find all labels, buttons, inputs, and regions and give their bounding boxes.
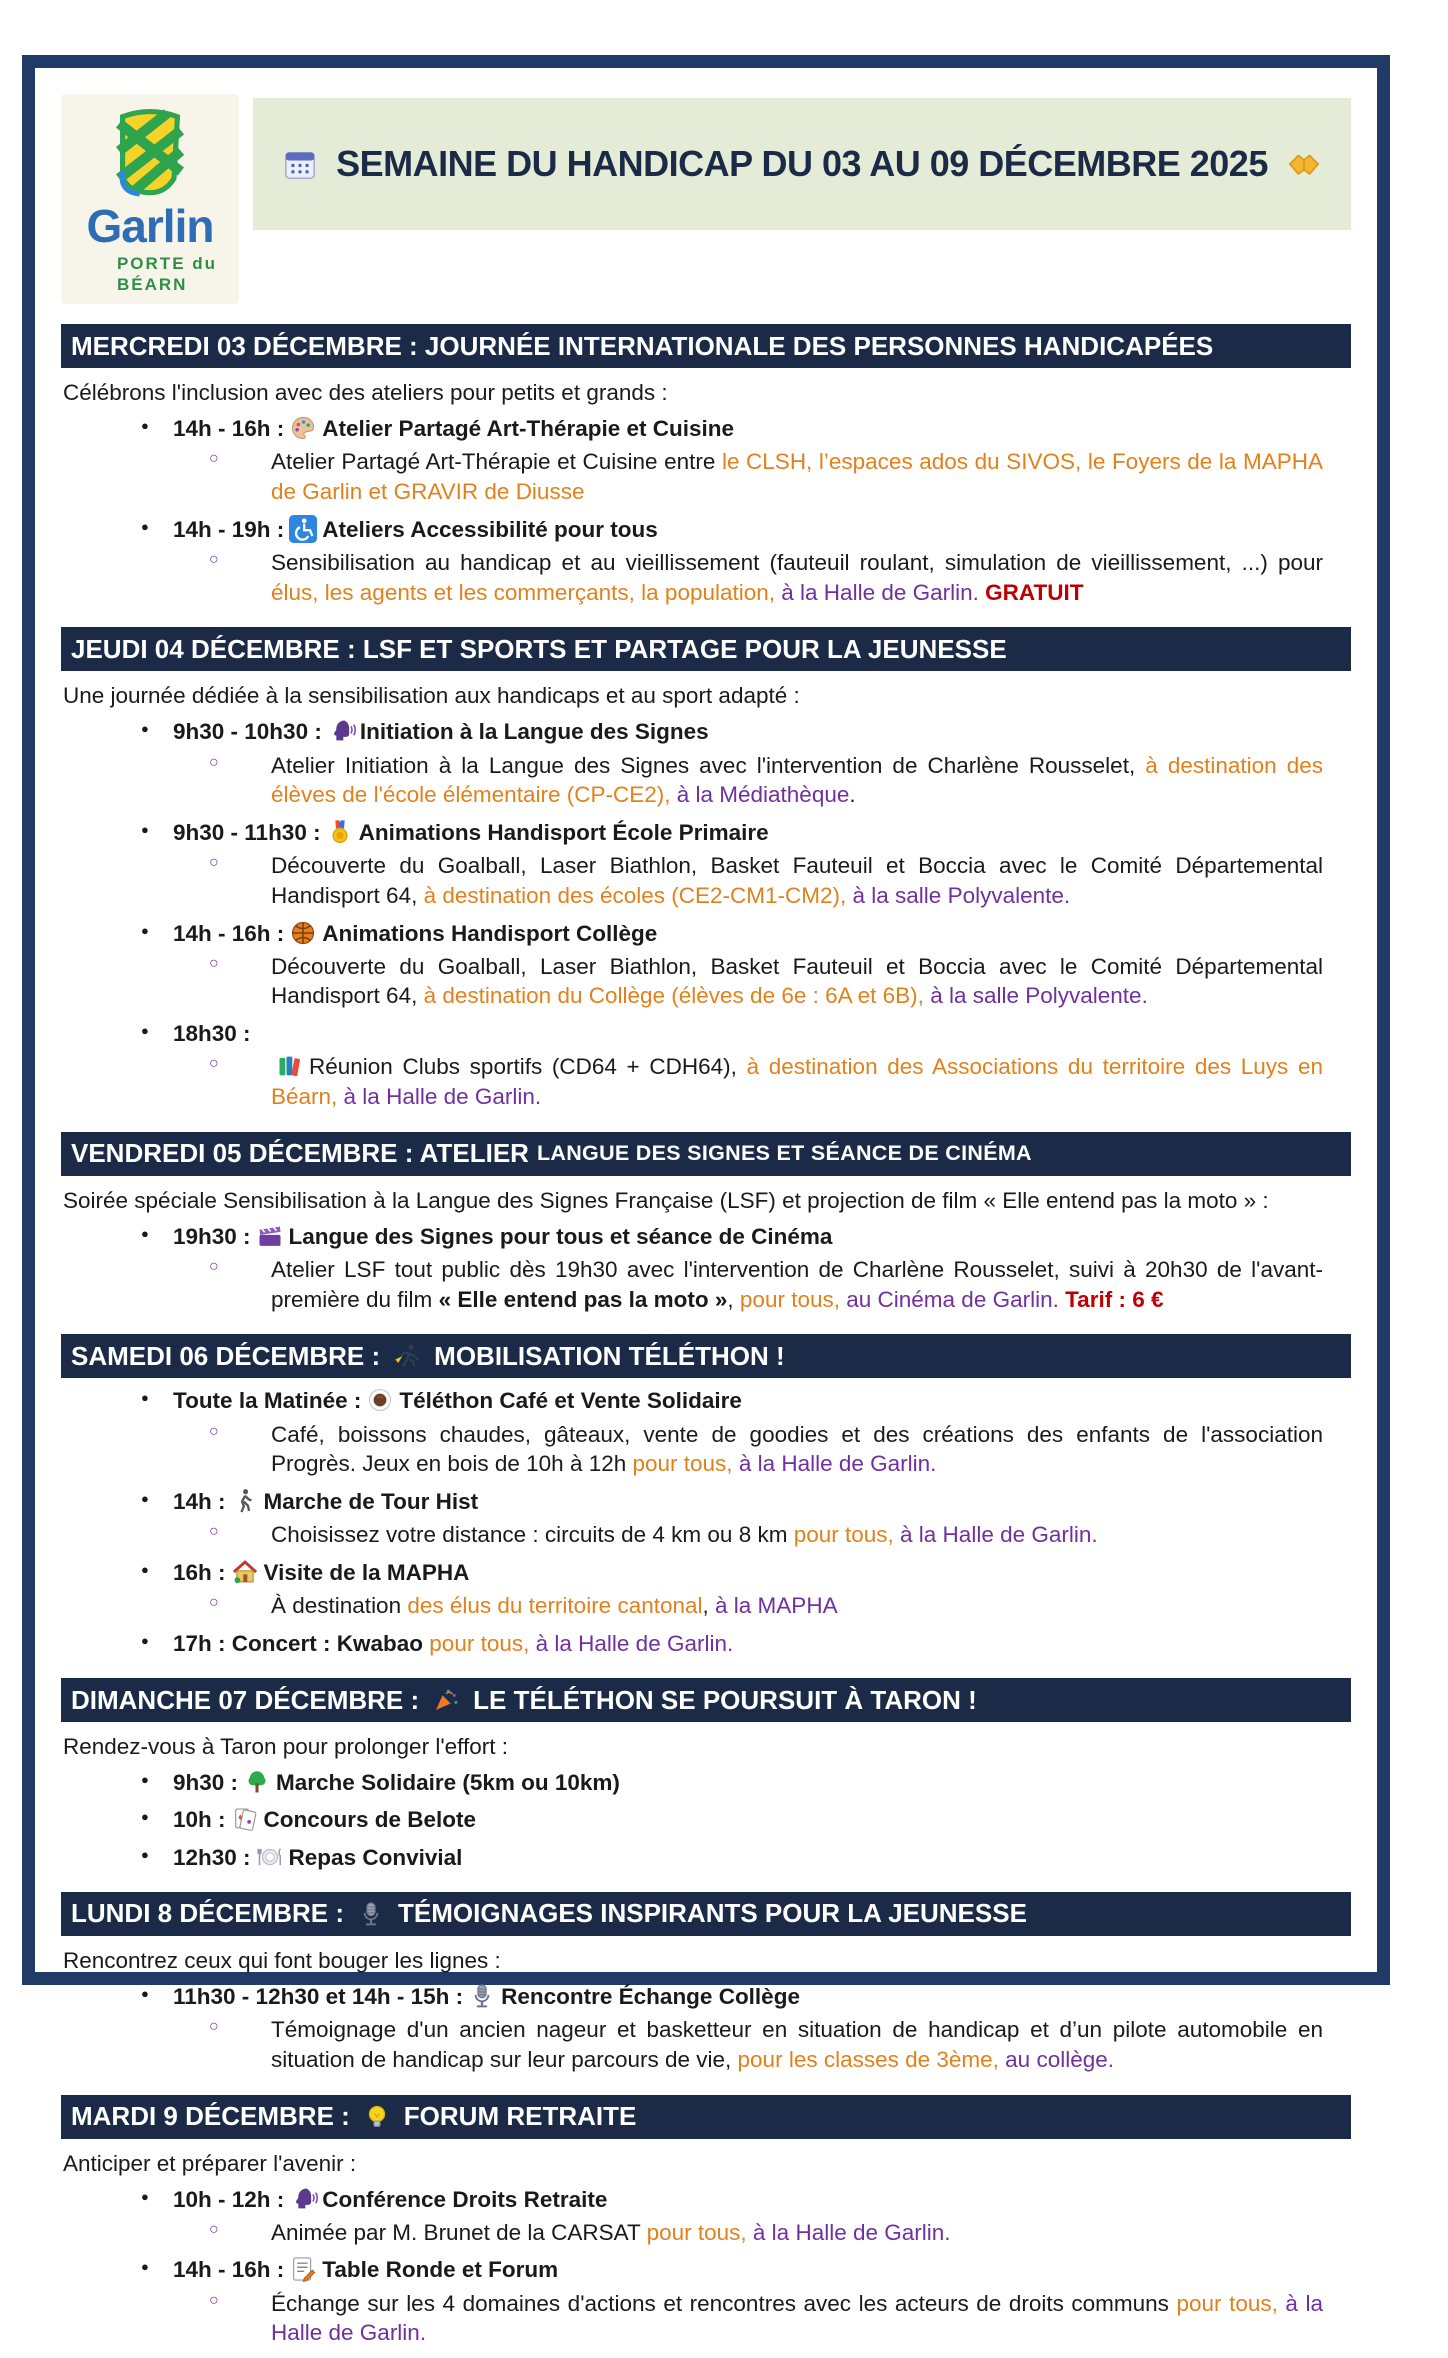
section-3 [61,1334,1351,1658]
section-title: SAMEDI 06 DÉCEMBRE : [71,1340,381,1371]
clapper-icon [256,1222,284,1250]
event-time: 14h - 16h : [173,416,285,441]
text-segment: Café, boissons chaudes, gâteaux, vente de goodies et des créations des enfants de l'association Progrès. Jeux en bois de 10h à 12h [271,1421,1323,1477]
event-title: Animations Handisport Collège [322,920,658,946]
memo-icon [289,2255,317,2283]
text-segment: pour tous, [632,1451,739,1477]
section-1 [61,627,1351,1112]
section-4 [61,1678,1351,1872]
text-segment: Tarif : 6 € [1058,1286,1164,1312]
event-time: 9h30 : [173,1770,239,1796]
house-icon [231,1558,259,1586]
text-segment: Témoignage d'un ancien nageur et basketteur en situation de handicap et d’un pilote automobile en situation de handicap sur leur parcours de vie, [271,2017,1323,2072]
event-title: Conférence Droits Retraite [322,2186,608,2212]
section-intro: Anticiper et préparer l'avenir : [63,2150,357,2176]
section-intro: Une journée dédiée à la sensibilisation aux handicaps et au sport adapté : [63,683,800,709]
event-item [61,818,1351,847]
event-time: Toute la Matinée : [173,1388,362,1414]
text-segment: à la Halle de Garlin. [271,2290,1323,2346]
section-header-bar [61,1892,1351,1936]
section-intro: Rencontrez ceux qui font bouger les lignes : [63,1947,501,1973]
event-detail [271,2218,1323,2248]
page-header [61,94,1351,304]
event-title: Animations Handisport École Primaire [358,819,769,845]
section-title: FORUM RETRAITE [403,2101,637,2131]
event-time: 9h30 - 11h30 : [173,819,321,845]
text-segment: élus, les agents et les commerçants, la population, [271,579,782,605]
text-segment: à destination du Collège (élèves de 6e : 6A et 6B), [423,983,931,1009]
text-segment: à la MAPHA [715,1593,838,1619]
section-5 [61,1892,1351,2075]
coffee-icon [366,1386,394,1414]
event-title: Initiation à la Langue des Signes [359,719,709,745]
event-time: 10h : [173,1807,226,1833]
event-title: Marche Solidaire (5km ou 10km) [276,1770,620,1796]
text-segment: GRATUIT [978,579,1084,605]
medal-icon [326,818,354,846]
text-segment: à la Halle de Garlin. [343,1084,542,1110]
section-6 [61,2095,1351,2349]
books-icon [276,1052,304,1080]
event-item [61,1629,1351,1658]
event-time: 14h : [173,1489,226,1514]
section-header-bar [61,1132,1351,1176]
event-item [61,2185,1351,2214]
event-item [61,1222,1351,1251]
event-detail [271,548,1323,607]
event-time: 14h - 16h : [173,920,285,946]
event-time: 16h : [173,1559,226,1585]
runner-icon [393,1342,421,1370]
event-item [61,1982,1351,2011]
microphone-icon [468,1982,496,2010]
section-title: MERCREDI 03 DÉCEMBRE : JOURNÉE INTERNATIONALE DES PERSONNES HANDICAPÉES [71,330,1214,361]
text-segment: Animée par M. Brunet de la CARSAT [271,2219,647,2245]
section-title: MOBILISATION TÉLÉTHON ! [434,1340,785,1371]
text-segment: à la Halle de Garlin. [781,579,979,605]
text-segment: à la Halle de Garlin. [752,2219,951,2245]
bulb-icon [363,2103,391,2131]
speaking-head-icon [289,2185,317,2213]
section-intro: Rendez-vous à Taron pour prolonger l'effort : [63,1734,508,1760]
event-title: Atelier Partagé Art-Thérapie et Cuisine [322,416,735,441]
text-segment: Atelier LSF tout public dès 19h30 avec l'intervention de Charlène Rousselet, suivi à 20h30 de l'avant-première du film [271,1257,1323,1312]
text-segment: Réunion Clubs sportifs (CD64 + CDH64), [309,1054,747,1080]
text-segment: Choisissez votre distance : circuits de 4 km ou 8 km [271,1522,794,1548]
section-title: MARDI 9 DÉCEMBRE : [71,2101,350,2131]
handshake-icon [1287,147,1321,181]
text-segment: Atelier Partagé Art-Thérapie et Cuisine entre [271,449,722,475]
text-segment: au collège. [1005,2046,1115,2072]
section-header-bar [61,1334,1351,1378]
text-segment: , [727,1286,740,1312]
event-title: Langue des Signes pour tous et séance de Cinéma [288,1223,833,1249]
title-banner [253,98,1351,230]
garlin-logo [61,94,239,304]
text-segment: à la salle Polyvalente. [930,983,1148,1009]
text-segment: à destination des Associations du territoire des Luys en Béarn, [271,1054,1323,1110]
cards-icon [231,1805,259,1833]
event-item [61,717,1351,746]
event-time: 12h30 : [173,1844,251,1870]
text-segment: pour tous, [739,1286,847,1312]
event-time: 11h30 - 12h30 et 14h - 15h : [173,1983,464,2009]
text-segment: pour les classes de 3ème, [737,2046,1006,2072]
event-item [61,414,1351,443]
event-title: Repas Convivial [288,1844,463,1870]
microphone-icon [357,1900,385,1928]
event-item [61,515,1351,544]
text-segment: des élus du territoire cantonal [407,1593,703,1619]
event-item [61,1386,1351,1415]
text-segment: Sensibilisation au handicap et au vieillissement (fauteuil roulant, simulation de vieillissement, ...) pour [271,549,1323,575]
section-title: DIMANCHE 07 DÉCEMBRE : [71,1684,420,1715]
text-segment: à la Halle de Garlin. [900,1522,1098,1548]
event-detail [271,447,1323,506]
event-item [61,1768,1351,1797]
section-title: JEUDI 04 DÉCEMBRE : LSF ET SPORTS ET PARTAGE POUR LA JEUNESSE [71,633,1007,664]
section-0 [61,324,1351,607]
logo-subtitle-1: PORTE du [116,253,218,273]
page-frame [22,55,1390,2346]
text-segment: à la Halle de Garlin. [738,1451,937,1477]
section-title: LE TÉLÉTHON SE POURSUIT À TARON ! [473,1684,977,1715]
event-item [61,1558,1351,1587]
event-time: 19h30 : [173,1223,251,1249]
tree-icon [243,1768,271,1796]
event-detail [271,751,1323,810]
walking-icon [231,1487,259,1515]
text-segment: à la Médiathèque [676,782,850,808]
text-segment: à la salle Polyvalente. [852,882,1071,908]
palette-icon [289,414,317,442]
event-time: 17h : Concert : Kwabao [173,1630,424,1656]
event-title: Rencontre Échange Collège [501,1983,800,2009]
event-item [61,1805,1351,1834]
section-title: LUNDI 8 DÉCEMBRE : [71,1898,345,1929]
section-title: LANGUE DES SIGNES ET SÉANCE DE CINÉMA [536,1141,1032,1166]
event-time: 14h - 19h : [173,516,285,542]
text-segment: À destination [271,1593,408,1619]
text-segment: Atelier Initiation à la Langue des Signes avec l'intervention de Charlène Rousselet, [271,752,1146,778]
event-detail [271,2289,1323,2348]
logo-subtitle-2: BÉARN [116,275,188,294]
text-segment: , [702,1593,716,1619]
text-segment: « Elle entend pas la moto » [438,1286,728,1312]
event-item [61,1843,1351,1872]
text-segment: à destination des élèves de l'école élémentaire (CP-CE2), [271,752,1324,808]
event-detail [271,952,1323,1011]
event-detail [271,1052,1323,1111]
section-header-bar [61,324,1351,368]
text-segment: le CLSH, l’espaces ados du SIVOS, le Foyers de la MAPHA de Garlin et GRAVIR de Diusse [271,449,1323,504]
event-title: Ateliers Accessibilité pour tous [322,516,658,542]
section-intro: Soirée spéciale Sensibilisation à la Langue des Signes Française (LSF) et projection de film « Elle entend pas la moto » : [63,1187,1269,1213]
page-title: SEMAINE DU HANDICAP DU 03 AU 09 DÉCEMBRE 2025 [336,143,1268,184]
text-segment: pour tous, [1176,2290,1286,2316]
event-time: 9h30 - 10h30 : [173,719,322,745]
text-segment: pour tous, [793,1522,901,1548]
text-segment: pour tous, [423,1630,536,1656]
event-detail [271,1255,1323,1314]
event-detail [271,851,1323,910]
event-item [61,919,1351,948]
event-detail [271,1520,1323,1550]
logo-title: Garlin [86,199,214,252]
text-segment: Découverte du Goalball, Laser Biathlon, Basket Fauteuil et Boccia avec le Comité Départemental Handisport 64, [271,953,1323,1009]
calendar-icon [283,147,317,181]
text-segment: à destination des écoles (CE2-CM1-CM2), [423,882,853,908]
event-item [61,2255,1351,2284]
plate-icon [256,1843,284,1871]
event-title: Marche de Tour Hist [263,1489,479,1514]
section-header-bar [61,1678,1351,1722]
text-segment: au Cinéma de Garlin. [846,1286,1059,1312]
confetti-icon [432,1686,460,1714]
basketball-icon [289,919,317,947]
text-segment: Découverte du Goalball, Laser Biathlon, Basket Fauteuil et Boccia avec le Comité Départemental Handisport 64, [271,853,1323,908]
section-2 [61,1132,1351,1315]
section-header-bar [61,2095,1351,2139]
text-segment: Échange sur les 4 domaines d'actions et rencontres avec les acteurs de droits communs [271,2290,1177,2316]
section-header-bar [61,627,1351,671]
accessibility-icon [289,515,317,543]
event-time: 10h - 12h : [173,2186,285,2212]
event-time: 14h - 16h : [173,2257,285,2283]
section-intro: Célébrons l'inclusion avec des ateliers pour petits et grands : [63,380,668,405]
garlin-shield-icon [115,103,185,199]
section-title: TÉMOIGNAGES INSPIRANTS POUR LA JEUNESSE [398,1898,1027,1929]
text-segment: . [849,782,856,808]
text-segment: à la Halle de Garlin. [535,1630,734,1656]
event-item [61,1019,1351,1048]
event-title: Téléthon Café et Vente Solidaire [399,1388,742,1414]
event-detail [271,2015,1323,2074]
event-item [61,1487,1351,1516]
event-title: Visite de la MAPHA [263,1559,470,1585]
event-time: 18h30 : [173,1021,251,1047]
sections-container [61,324,1351,2348]
event-title: Table Ronde et Forum [322,2257,559,2283]
event-detail [271,1591,1323,1621]
speaking-head-icon [327,717,355,745]
text-segment: pour tous, [646,2219,753,2245]
event-title: Concours de Belote [263,1807,477,1833]
event-detail [271,1420,1323,1479]
section-title: VENDREDI 05 DÉCEMBRE : ATELIER [71,1138,529,1169]
